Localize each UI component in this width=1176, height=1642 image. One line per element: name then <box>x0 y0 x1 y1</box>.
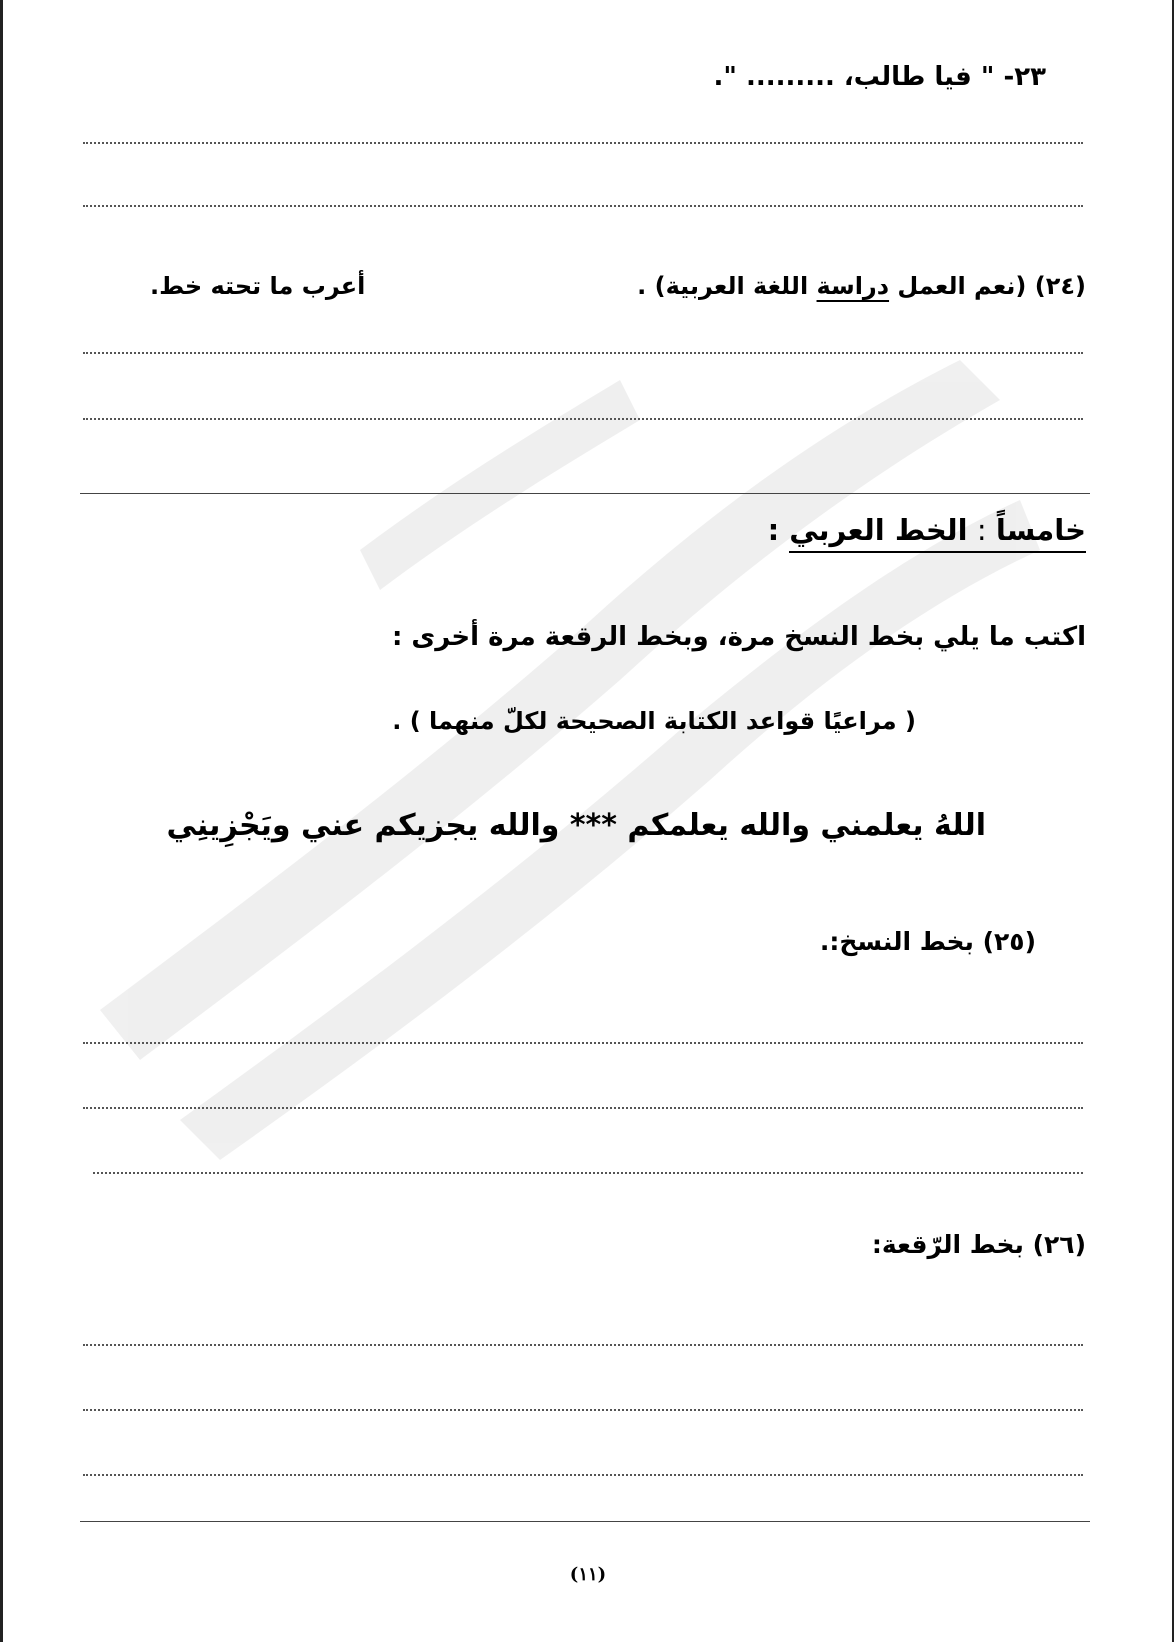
answer-line[interactable] <box>83 352 1083 354</box>
question-number: (٢٤) <box>1034 272 1086 300</box>
answer-line[interactable] <box>93 1172 1083 1174</box>
section-divider <box>80 493 1090 494</box>
question-26: (٢٦) بخط الرّقعة: <box>871 1230 1086 1259</box>
answer-line[interactable] <box>83 205 1083 207</box>
answer-line[interactable] <box>83 418 1083 420</box>
verse: اللهُ يعلمني والله يعلمكم *** والله يجزيكم عني ويَجْزِينِي <box>166 808 986 843</box>
section-title: الخط العربي <box>789 513 968 547</box>
answer-line[interactable] <box>83 1344 1083 1346</box>
question-text-open: (نعم العمل <box>889 272 1027 300</box>
answer-line[interactable] <box>83 1409 1083 1411</box>
instruction-2: ( مراعيًا قواعد الكتابة الصحيحة لكلّ منهما ) . <box>392 707 916 735</box>
answer-line[interactable] <box>83 1474 1083 1476</box>
section-prefix: خامساً <box>995 513 1086 547</box>
section-suffix: : <box>767 513 790 547</box>
question-24 <box>637 272 1086 300</box>
question-text-close: اللغة العربية) . <box>637 272 817 300</box>
footer-divider <box>80 1521 1090 1522</box>
page-border-left <box>0 0 3 1642</box>
section-5-heading <box>768 513 1086 547</box>
answer-line[interactable] <box>83 1042 1083 1044</box>
underlined-word: دراسة <box>816 272 890 300</box>
page-border-right <box>1172 0 1174 1642</box>
answer-line[interactable] <box>83 142 1083 144</box>
section-5-title <box>789 513 1086 553</box>
question-23: ٢٣- " فيا طالب، ......... ". <box>713 62 1046 92</box>
page-number: (١١) <box>569 1564 607 1585</box>
instruction-1: اكتب ما يلي بخط النسخ مرة، وبخط الرقعة مرة أخرى : <box>391 622 1086 652</box>
parse-instruction: أعرب ما تحته خط. <box>150 272 366 300</box>
watermark-stamp <box>60 250 1060 1250</box>
section-sep: : <box>967 513 996 547</box>
question-25: (٢٥) بخط النسخ:. <box>819 927 1036 956</box>
answer-line[interactable] <box>83 1107 1083 1109</box>
